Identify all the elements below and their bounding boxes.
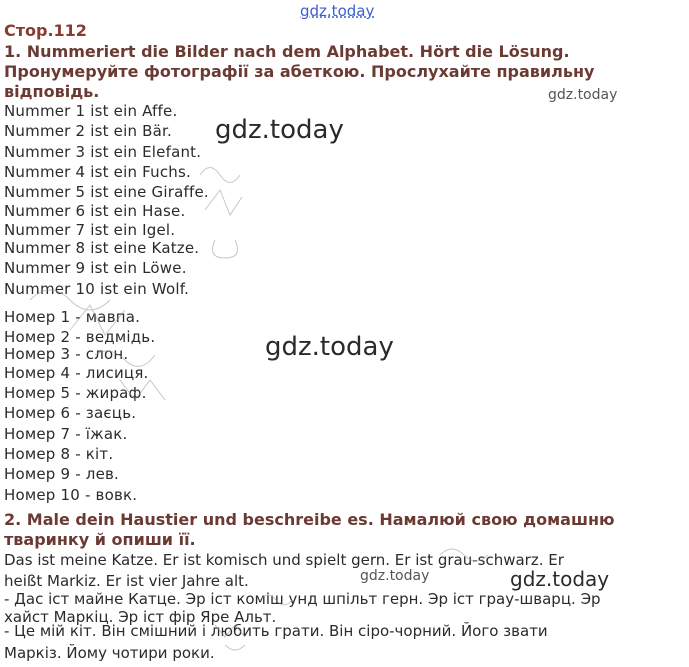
german-line-2: Nummer 2 ist ein Bär. <box>4 122 172 140</box>
task1-heading-de: 1. Nummeriert die Bilder nach dem Alphabet. Hört die Lösung. <box>4 42 570 61</box>
task2-heading-2: тваринку й опиши її. <box>4 530 196 549</box>
german-line-10: Nummer 10 ist ein Wolf. <box>4 280 190 298</box>
watermark-small-1: gdz.today <box>548 87 618 103</box>
german-line-7: Nummer 7 ist ein Igel. <box>4 221 176 239</box>
german-line-1: Nummer 1 ist ein Affe. <box>4 102 178 120</box>
task1-heading-ua-2: відповідь. <box>4 82 100 101</box>
task2-heading <box>4 510 664 550</box>
ukrainian-line-5: Номер 5 - жираф. <box>4 384 147 402</box>
ukrainian-line-9: Номер 9 - лев. <box>4 465 120 483</box>
german-line-5: Nummer 5 ist eine Giraffe. <box>4 183 209 201</box>
ukrainian-line-7: Номер 7 - їжак. <box>4 425 128 443</box>
watermark-big-1: gdz.today <box>215 115 344 145</box>
german-line-8: Nummer 8 ist eine Katze. <box>4 239 200 257</box>
watermark-big-2: gdz.today <box>265 332 394 362</box>
watermark-top: gdz.today <box>300 2 375 20</box>
ukrainian-line-10: Номер 10 - вовк. <box>4 486 138 504</box>
german-line-9: Nummer 9 ist ein Löwe. <box>4 259 187 277</box>
text-tr-2: хайст Маркіц. Эр іст фір Яре Альт. <box>4 608 277 626</box>
text-ua-2: Маркіз. Йому чотири роки. <box>4 644 215 662</box>
german-line-3: Nummer 3 ist ein Elefant. <box>4 143 202 161</box>
ukrainian-line-4: Номер 4 - лисиця. <box>4 364 149 382</box>
text-tr-1: - Дас іст майне Катце. Эр іст коміш унд шпільт герн. Эр іст грау-шварц. Эр <box>4 590 601 608</box>
ukrainian-line-1: Номер 1 - мавпа. <box>4 308 141 326</box>
text-de-2: heißt Markiz. Er ist vier Jahre alt. <box>4 572 249 590</box>
ukrainian-line-8: Номер 8 - кіт. <box>4 445 114 463</box>
watermark-mid-1: gdz.today <box>510 567 610 591</box>
ukrainian-line-3: Номер 3 - слон. <box>4 345 129 363</box>
page-title: Стор.112 <box>4 21 87 40</box>
german-line-4: Nummer 4 ist ein Fuchs. <box>4 163 191 181</box>
text-ua-1: - Це мій кіт. Він смішний і любить грати. Він сіро-чорний. Його звати <box>4 622 548 640</box>
task2-heading-1: 2. Male dein Haustier und beschreibe es. Намалюй свою домашню <box>4 510 615 529</box>
watermark-small-2: gdz.today <box>360 568 430 584</box>
ukrainian-line-6: Номер 6 - заєць. <box>4 404 137 422</box>
task1-heading-ua-1: Пронумеруйте фотографії за абеткою. Прослухайте правильну <box>4 62 595 81</box>
ukrainian-line-2: Номер 2 - ведмідь. <box>4 328 156 346</box>
text-de-1: Das ist meine Katze. Er ist komisch und spielt gern. Er ist grau-schwarz. Er <box>4 551 564 569</box>
german-line-6: Nummer 6 ist ein Hase. <box>4 202 186 220</box>
